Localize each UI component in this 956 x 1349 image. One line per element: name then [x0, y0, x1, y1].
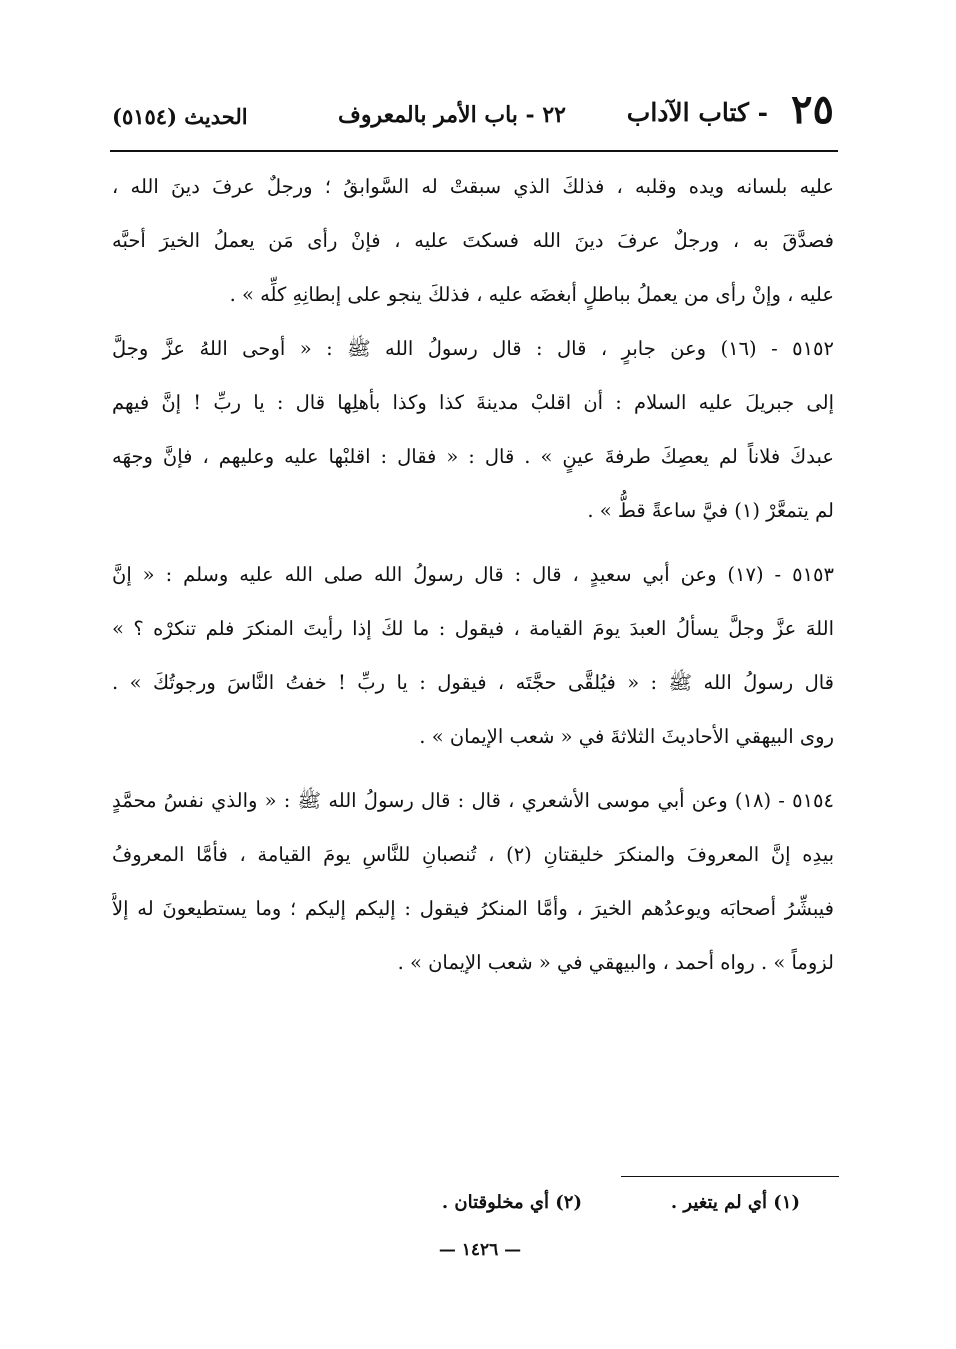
- text-line: فصدَّقَ به ، ورجلٌ عرفَ دينَ الله فسكتَ عليه ، فإنْ رأى مَن يعملُ الخيرَ أحبَّه: [112, 229, 834, 252]
- footnote-1: (١) أي لم يتغير .: [670, 1192, 800, 1213]
- text-line: لزوماً » . رواه أحمد ، والبيهقي في « شعب الإيمان » .: [397, 951, 834, 974]
- footnotes: [420, 1188, 800, 1218]
- text-line: عليه ، وإنْ رأى من يعملُ بباطلٍ أبغضَه عليه ، فذلكَ ينجو على إبطانِهِ كلِّه » .: [229, 283, 834, 306]
- chapter-title: ٢٢ - باب الأمر بالمعروف: [338, 102, 566, 128]
- hadith-5154-start: ٥١٥٤ - (١٨) وعن أبي موسى الأشعري ، قال : قال رسولُ الله ﷺ : « والذي نفسُ محمَّدٍ: [112, 789, 834, 812]
- text-line: إلى جبريلَ عليه السلام : أن اقلبْ مدينةَ كذا وكذا بأهلِها قال : يا ربِّ ! إنَّ فيهم: [112, 391, 834, 414]
- header-rule: [110, 150, 838, 152]
- body-text: [112, 160, 834, 990]
- text-line: فيبشِّرُ أصحابَه ويوعدُهم الخيرَ ، وأمَّا المنكرُ فيقول : إليكم إليكم ؛ وما يستطيعونَ له إلاَّ: [112, 897, 834, 920]
- hadith-range: الحديث (٥١٥٤): [112, 104, 248, 129]
- text-line: عليه بلسانه ويده وقلبه ، فذلكَ الذي سبقتْ له السَّوابقُ ؛ ورجلٌ عرفَ دينَ الله ،: [112, 175, 834, 198]
- text-line: اللهَ عزَّ وجلَّ يسألُ العبدَ يومَ القيامة ، فيقول : ما لكَ إذا رأيتَ المنكرَ فلم تنكرْه ؟ »: [112, 617, 834, 640]
- page-header: [112, 86, 834, 150]
- footnote-rule: [621, 1176, 839, 1177]
- text-line: بيدِه إنَّ المعروفَ والمنكرَ خليقتانِ (٢) ، تُنصبانِ للنَّاسِ يومَ القيامة ، فأمَّا المعروفُ: [112, 843, 834, 866]
- text-line: لم يتمعَّرْ (١) فيَّ ساعةً قطُّ » .: [587, 499, 834, 522]
- book-number: ٢٥: [791, 86, 834, 133]
- hadith-5152-start: ٥١٥٢ - (١٦) وعن جابرٍ ، قال : قال رسولُ الله ﷺ : « أوحى اللهُ عزَّ وجلَّ: [112, 337, 834, 360]
- page-number: — ١٤٢٦ —: [438, 1240, 522, 1260]
- text-line: روى البيهقي الأحاديثَ الثلاثةَ في « شعب الإيمان » .: [419, 725, 834, 748]
- book-title: - كتاب الآداب: [626, 98, 768, 127]
- hadith-5153-start: ٥١٥٣ - (١٧) وعن أبي سعيدٍ ، قال : قال رسولُ الله صلى الله عليه وسلم : « إنَّ: [112, 563, 834, 586]
- text-line: عبدكَ فلاناً لم يعصِكَ طرفةَ عينٍ » . قال : « فقال : اقلبْها عليه وعليهم ، فإنَّ وجهَه: [112, 445, 834, 468]
- footnote-2: (٢) أي مخلوقتان .: [441, 1192, 582, 1213]
- text-line: قال رسولُ الله ﷺ : « فيُلقَّى حجَّتَه ، فيقول : يا ربِّ ! خفتُ النَّاسَ ورجوتُكَ » .: [112, 671, 834, 694]
